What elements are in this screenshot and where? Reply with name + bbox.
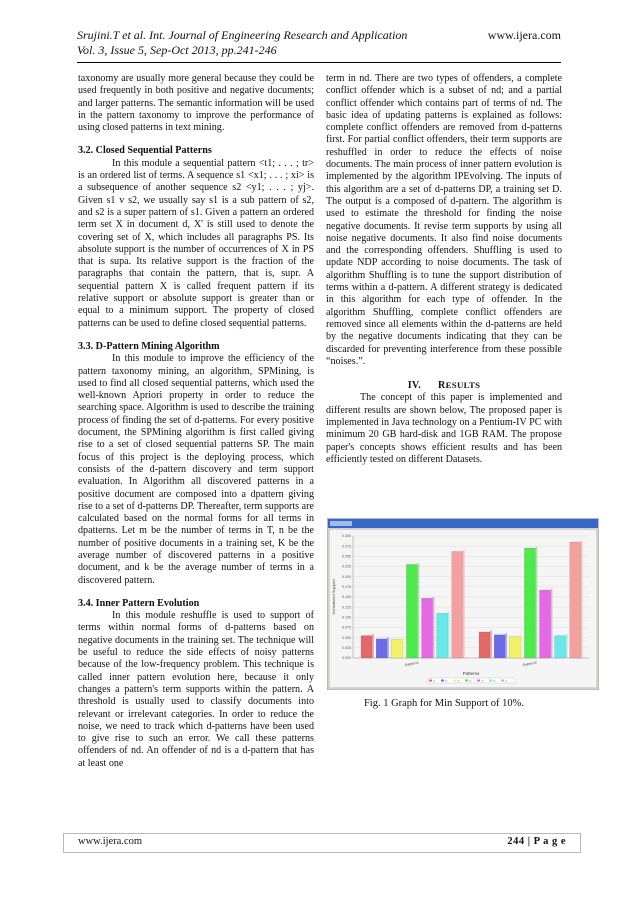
bar-s2-Pattern1 <box>376 639 387 658</box>
bar-s1-Pattern2 <box>479 632 490 658</box>
support-chart-figure <box>327 518 599 690</box>
bar-s7-Pattern2 <box>570 542 581 658</box>
x-tick-label: Pattern1 <box>404 660 420 668</box>
y-tick-label: 0.275 <box>342 544 351 549</box>
header-website[interactable]: www.ijera.com <box>487 28 561 42</box>
chart-legend <box>427 678 515 683</box>
legend-swatch-s1 <box>429 680 432 682</box>
bar-shade <box>550 589 552 658</box>
y-tick-label: 0.075 <box>342 625 351 630</box>
legend-label-s2: s2 <box>445 680 448 683</box>
bar-shade <box>402 638 404 658</box>
y-tick-label: 0.150 <box>342 595 351 600</box>
window-titlebar <box>328 519 598 528</box>
y-tick-label: 0.050 <box>342 635 351 640</box>
heading-inner-pattern: 3.4. Inner Pattern Evolution <box>78 597 200 609</box>
y-tick-label: 0.100 <box>342 615 351 620</box>
heading-closed-sequential: 3.2. Closed Sequential Patterns <box>78 145 212 157</box>
section-title-initial: R <box>437 380 446 392</box>
y-tick-label: 0.000 <box>342 656 351 661</box>
bar-s5-Pattern2 <box>540 590 551 658</box>
y-tick-label: 0.225 <box>342 564 351 569</box>
legend-label-s3: s3 <box>457 680 460 683</box>
legend-label-s6: s6 <box>493 680 496 683</box>
legend-label-s5: s5 <box>481 680 484 683</box>
legend-label-s7: s7 <box>505 680 508 683</box>
bar-s1-Pattern1 <box>361 636 372 658</box>
paragraph-inner-pattern: In this module reshuffle is used to support of terms within normal forms of d-patterns based on negative documents in the training set. The technique will be useful to reduce the side effects of noisy patterns because of the low-frequency problem. This technique is called inner pattern evolution here, because it only changes a pattern's term supports within the pattern. A threshold is usually used to classify documents into relevant or irrelevant categories. In order to reduce the noise, we need to track which d-patterns have been used to give rise to such an error. We call these patterns offenders of nd. An offender of nd is a d-pattern that has at least one <box>78 610 314 769</box>
legend-label-s4: s4 <box>469 680 472 683</box>
section-number: IV. <box>407 380 422 392</box>
paragraph-dpattern-mining: In this module to improve the efficiency of the pattern taxonomy mining, an algorithm, SPMining, is used to find all closed sequential patterns, which used the well-known Apriori property in order to reduce the searching space. Algorithm is used to describe the training process of finding the set of d-patterns. For every positive document, the SPMining algorithm is first called giving rise to a set of closed sequential patterns SP. The main focus of this project is the deploying process, which consists of the d-pattern discovery and term support evaluation. In Algorithm all discovered patterns in a positive document are composed into a dpattern giving rise to a set of d-patterns DP. Thereafter, term supports are calculated based on the normal forms for all terms in dpatterns. Let m be the number of terms in T, n be the number of positive documents in a training set, K be the average number of discovered patterns in a positive document, and k be the average number of terms in a discovered pattern. <box>78 353 314 586</box>
bar-shade <box>535 547 537 658</box>
legend-swatch-s3 <box>453 680 456 682</box>
bar-shade <box>505 633 507 658</box>
figure-caption: Fig. 1 Graph for Min Support of 10%. <box>363 698 525 709</box>
page-label: | P a g e <box>527 836 566 847</box>
bar-s2-Pattern2 <box>494 635 505 658</box>
section-heading-results <box>326 379 562 392</box>
footer-website[interactable]: www.ijera.com <box>78 836 143 847</box>
legend-swatch-s7 <box>501 680 504 682</box>
bar-s3-Pattern1 <box>391 639 402 658</box>
header-citation: Srujini.T et al. Int. Journal of Engineering Research and Application <box>77 28 408 42</box>
y-tick-label: 0.300 <box>342 534 351 539</box>
x-axis-label: Patterns <box>462 671 480 676</box>
heading-dpattern-mining: 3.3. D-Pattern Mining Algorithm <box>78 340 220 352</box>
paragraph-results: The concept of this paper is implemented and different results are shown below, The proposed paper is implemented in Java technology on a Pentium-IV PC with minimum 20 GB hard-disk and 1GB RAM. The propose paper's concepts shows efficient results and has been efficiently tested on different Datasets. <box>326 392 562 465</box>
footer-page-number <box>507 836 566 847</box>
bar-shade <box>432 597 434 658</box>
header-volume: Vol. 3, Issue 5, Sep-Oct 2013, pp.241-246 <box>77 43 277 57</box>
bar-shade <box>520 635 522 658</box>
window-title-chip <box>330 521 352 526</box>
bar-shade <box>387 637 389 658</box>
support-bar-chart <box>327 518 599 690</box>
bar-shade <box>448 612 450 658</box>
paragraph-continued: term in nd. There are two types of offenders, a complete conflict offender which is a subset of nd; and a partial conflict offender which contains part of terms of nd. The basic idea of updating patterns is explained as follows: complete conflict offenders are removed from d-patterns first. For partial conflict offenders, their term supports are reshuffled in order to reduce the effects of noise documents. The main process of inner pattern evolution is implemented by the algorithm IPEvolving. The inputs of this algorithm are a set of d-patterns DP, a training set D. The output is a composed of d-pattern. The algorithm is used to estimate the threshold for finding the noise negative documents. It revise term supports by using all noise negative documents. It also find noise documents and the corresponding offenders. Shuffling is used to update NDP according to noise documents. The task of algorithm Shuffling is to tune the support distribution of terms within a d-pattern. A different strategy is dedicated in this algorithm for each type of offender. In the algorithm Shuffling, complete conflict offenders are removed since all elements within the d-patterns are held by the negative documents indicating that they can be discarded for preventing interference from these possible “noises.”. <box>326 73 562 367</box>
y-axis-label: Normalized Support <box>331 579 336 615</box>
y-tick-label: 0.125 <box>342 605 351 610</box>
running-header <box>77 28 561 58</box>
left-column <box>78 73 314 770</box>
bar-shade <box>566 634 568 658</box>
section-title-rest: ESULTS <box>445 380 481 391</box>
right-column <box>326 73 562 466</box>
bar-shade <box>417 563 419 658</box>
paragraph-intro: taxonomy are usually more general because they could be used frequently in both positive and negative documents; and larger patterns. The semantic information will be used in the pattern taxonomy to improve the performance of using closed patterns in text mining. <box>78 73 314 134</box>
bar-s6-Pattern2 <box>555 636 566 658</box>
legend-swatch-s6 <box>489 680 492 682</box>
bar-s3-Pattern2 <box>509 636 520 658</box>
legend-swatch-s2 <box>441 680 444 682</box>
bar-shade <box>372 634 374 658</box>
legend-swatch-s4 <box>465 680 468 682</box>
page-footer <box>63 833 581 853</box>
y-tick-label: 0.175 <box>342 585 351 590</box>
y-tick-label: 0.200 <box>342 574 351 579</box>
bar-s4-Pattern1 <box>406 564 417 658</box>
y-tick-label: 0.025 <box>342 646 351 651</box>
bar-s6-Pattern1 <box>437 613 448 658</box>
y-tick-label: 0.250 <box>342 554 351 559</box>
page-number: 244 <box>507 836 525 847</box>
bar-s4-Pattern2 <box>524 548 535 658</box>
legend-label-s1: s1 <box>433 680 436 683</box>
bar-s7-Pattern1 <box>452 551 463 658</box>
bar-shade <box>490 630 492 658</box>
bar-shade <box>581 541 583 658</box>
x-tick-label: Pattern2 <box>522 660 538 668</box>
bar-s5-Pattern1 <box>422 598 433 658</box>
paragraph-closed-sequential: In this module a sequential pattern <t1; . . . ; tr> is an ordered list of terms. A sequence s1 <x1; . . . ; xi> is a subsequence of another sequence s2 <y1; . . . ; yj>. Given s1 v s2, we usually say s1 is a sub pattern of s2, and s2 is a super pattern of s1. Given a pattern an ordered term set X in document d, X' is still used to denote the covering set of X, which includes all paragraphs PS. Its absolute support is the number of occurrences of X in PS that is supa. Its relative support is the fraction of the paragraphs that contain the pattern, that is, supr. A sequential pattern X is called frequent pattern if its relative support or absolute support is greater than or equal to a minimum support. The property of closed patterns can be used to define closed sequential patterns. <box>78 157 314 329</box>
bar-shade <box>463 550 465 658</box>
legend-swatch-s5 <box>477 680 480 682</box>
header-rule <box>77 62 561 63</box>
